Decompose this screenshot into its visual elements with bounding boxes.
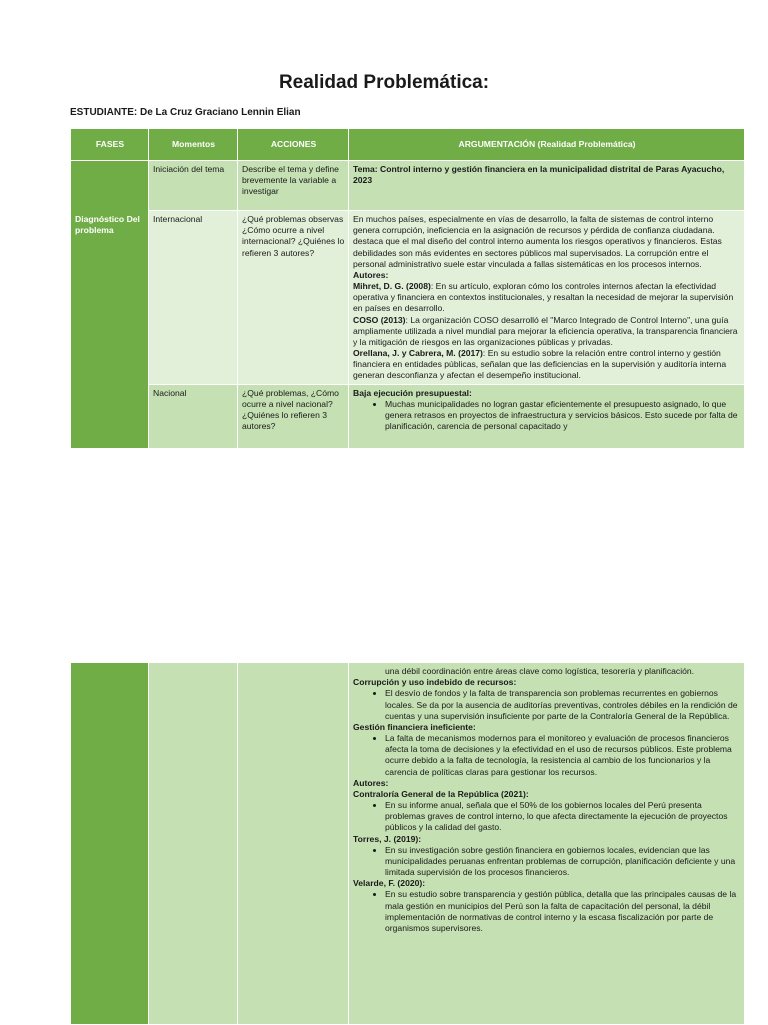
author-text: : En su artículo, exploran cómo los controles internos afectan la efectividad operativa y financiera en contextos institucionales, y resaltan la necesidad de mejorar la supervisión en países en desarrollo. (353, 281, 734, 314)
tema-text: Tema: Control interno y gestión financiera en la municipalidad distrital de Paras Ayacucho, 2023 (353, 164, 725, 186)
momento-cell: Nacional (149, 384, 238, 448)
list-item: • En su informe anual, señala que el 50% de los gobiernos locales del Perú presenta problemas graves de control interno, lo que afecta directamente la ejecución de proyectos públicos y la calidad del gasto. (385, 800, 741, 834)
argumentacion-cell (349, 663, 745, 1025)
momento-cell: Iniciación del tema (149, 161, 238, 211)
student-name: ESTUDIANTE: De La Cruz Graciano Lennin Elian (70, 107, 301, 118)
page-title: Realidad Problemática: (278, 72, 490, 93)
fase-label: Diagnóstico Del problema (75, 214, 140, 236)
bullet-list (353, 889, 741, 934)
list-item: • En su investigación sobre gestión financiera en gobiernos locales, evidencian que las municipalidades peruanas enfrentan problemas de corrupción, planificación deficiente y una limitada supervisión de los procesos financieros. (385, 845, 741, 879)
header-momentos: Momentos (149, 129, 238, 161)
list-item: • El desvío de fondos y la falta de transparencia son problemas recurrentes en gobiernos locales. Se da por la ausencia de auditorías preventivas, controles débiles en la rendición de cuentas y una supervisión insuficiente por parte de la Contraloría General de la República. (385, 688, 741, 722)
subheading: Baja ejecución presupuestal: (353, 387, 472, 398)
subheading: Corrupción y uso indebido de recursos: (353, 677, 517, 688)
list-item: • La falta de mecanismos modernos para el monitoreo y evaluación de procesos financieros afecta la toma de decisiones y la efectividad en el uso de recursos públicos. Este problema ocurre debido a la falta de tecnología, la resistencia al cambio de los funcionarios y la carencia de políticas claras para gestionar los recursos. (385, 733, 741, 778)
autores-heading: Autores: (353, 777, 389, 788)
header-acciones: ACCIONES (238, 129, 349, 161)
problem-table (70, 128, 745, 449)
nacional-content (353, 388, 741, 446)
intro-paragraph: En muchos países, especialmente en vías de desarrollo, la falta de sistemas de control interno genera corrupción, ineficiencia en la asignación de recursos y pérdida de confianza ciudadana. destaca que el mal diseño del control interno aumenta los riesgos operativos y financieros. Estas debilidades son más evidentes en sectores públicos mal supervisados. La corrupción entre el personal administrativo suele estar vinculada a fallas sistemáticas en los procesos internos. (353, 214, 722, 269)
bullet-list (353, 845, 741, 879)
autores-heading: Autores: (353, 269, 389, 280)
table-row (71, 663, 745, 1025)
table-row (71, 161, 745, 211)
author-name: Torres, J. (2019): (353, 833, 422, 844)
header-fases: FASES (71, 129, 149, 161)
author-entry (353, 348, 741, 382)
problem-table-continued (70, 662, 745, 1025)
fase-cell (71, 663, 149, 1025)
author-name: Velarde, F. (2020): (353, 878, 426, 889)
author-name: Contraloría General de la República (2021): (353, 788, 529, 799)
header-argumentacion: ARGUMENTACIÓN (Realidad Problemática) (349, 129, 745, 161)
bullet-list (353, 733, 741, 778)
author-name: Mihret, D. G. (2008) (353, 281, 431, 292)
author-entry (353, 315, 741, 349)
bullet-list (353, 688, 741, 722)
accion-cell: ¿Qué problemas, ¿Cómo ocurre a nivel nacional? ¿Quiénes lo refieren 3 autores? (238, 384, 349, 448)
author-text: : En su estudio sobre la relación entre control interno y gestión financiera en entidades públicas, señalan que las deficiencias en la supervisión y auditoría interna generan desconfianza y afectan el desempeño institucional. (353, 348, 727, 381)
author-name: Orellana, J. y Cabrera, M. (2017) (353, 348, 483, 359)
table-row (71, 384, 745, 448)
author-text: : La organización COSO desarrolló el "Marco Integrado de Control Interno", una guía ampliamente utilizada a nivel mundial para mejorar la eficiencia operativa, la transparencia financiera y la mitigación de riesgos en las organizaciones públicas y privadas. (353, 314, 738, 347)
bullet-list (353, 800, 741, 834)
accion-cell (238, 663, 349, 1025)
argumentacion-cell (349, 161, 745, 211)
accion-cell: Describe el tema y define brevemente la variable a investigar (238, 161, 349, 211)
list-item: • Muchas municipalidades no logran gastar eficientemente el presupuesto asignado, lo que genera retrasos en proyectos de infraestructura y servicios básicos. Esto sucede por falta de planificación, carencia de personal capacitado y (385, 399, 741, 433)
bullet-continuation: una débil coordinación entre áreas clave como logística, tesorería y planificación. (385, 666, 695, 676)
momento-cell (149, 663, 238, 1025)
list-item: • En su estudio sobre transparencia y gestión pública, detalla que las principales causas de la mala gestión en municipios del Perú son la falta de capacitación del personal, la débil implementación de normativas de control interno y la escasa fiscalización por parte de organismos supervisores. (385, 889, 741, 934)
table-row (71, 211, 745, 385)
fase-cell (71, 161, 149, 449)
table-header-row (71, 129, 745, 161)
subheading: Gestión financiera ineficiente: (353, 721, 476, 732)
argumentacion-cell (349, 384, 745, 448)
accion-cell: ¿Qué problemas observas ¿Cómo ocurre a nivel internacional? ¿Quiénes lo refieren 3 autores? (238, 211, 349, 385)
bullet-list (353, 399, 741, 433)
momento-cell: Internacional (149, 211, 238, 385)
author-entry (353, 281, 741, 315)
author-name: COSO (2013) (353, 314, 406, 325)
argumentacion-cell (349, 211, 745, 385)
